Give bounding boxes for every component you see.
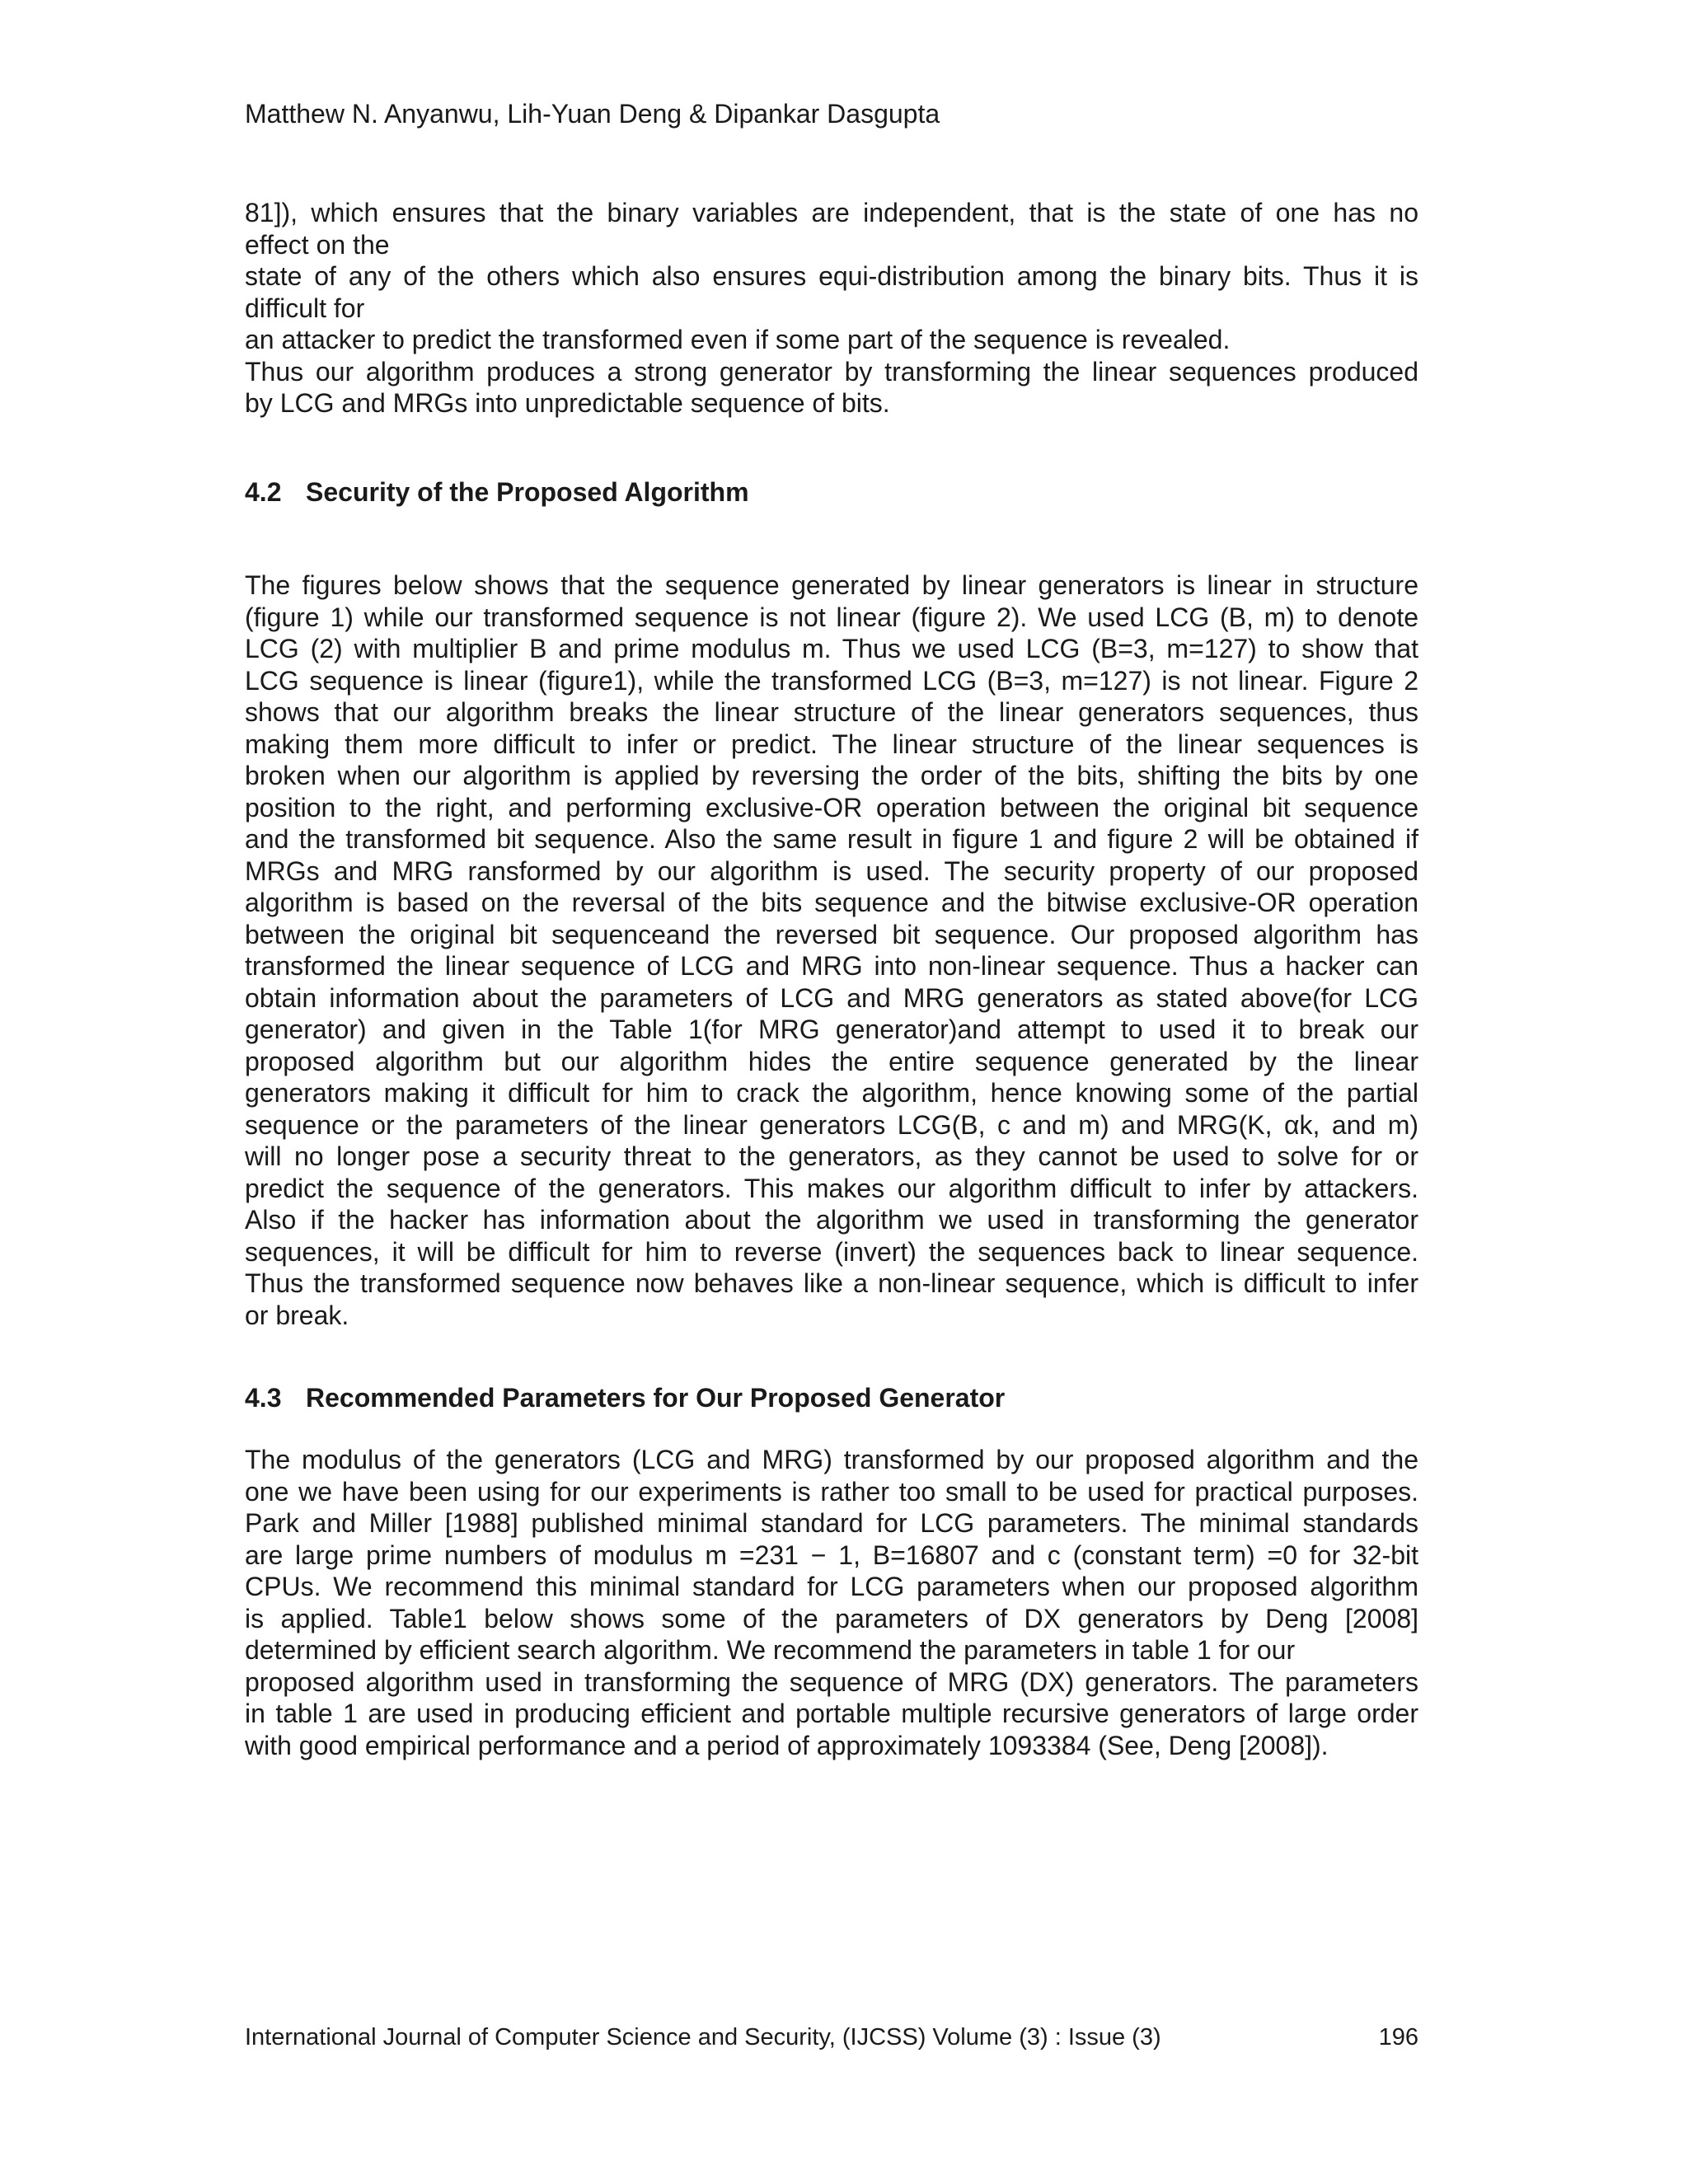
- section-4-2-paragraph: [245, 569, 1418, 1331]
- text-line: Park and Miller [1988] published minimal standard for LCG parameters. The minimal standards: [245, 1508, 1418, 1538]
- text-line: making them more difficult to infer or predict. The linear structure of the linear sequences is: [245, 729, 1418, 759]
- text-line: state of any of the others which also ensures equi-distribution among the binary bits. Thus it is: [245, 261, 1418, 291]
- text-line: determined by efficient search algorithm. We recommend the parameters in table 1 for our: [245, 1635, 1296, 1665]
- text-line: The figures below shows that the sequence generated by linear generators is linear in structure: [245, 570, 1418, 600]
- section-number: 4.2: [245, 477, 282, 507]
- text-line: with good empirical performance and a period of approximately 1093384 (See, Deng [2008]).: [245, 1730, 1329, 1760]
- text-line: are large prime numbers of modulus m =231 − 1, B=16807 and c (constant term) =0 for 32-bit: [245, 1540, 1418, 1570]
- section-4-3-heading: [245, 1381, 1005, 1414]
- text-line: is applied. Table1 below shows some of the parameters of DX generators by Deng [2008]: [245, 1603, 1418, 1633]
- text-line: proposed algorithm but our algorithm hides the entire sequence generated by the linear: [245, 1046, 1418, 1076]
- text-line: MRGs and MRG ransformed by our algorithm is used. The security property of our proposed: [245, 855, 1418, 886]
- section-4-3-paragraph: [245, 1444, 1418, 1761]
- text-line: or break.: [245, 1300, 349, 1330]
- text-line: proposed algorithm used in transforming the sequence of MRG (DX) generators. The parameters: [245, 1666, 1418, 1697]
- text-line: and the transformed bit sequence. Also the same result in figure 1 and figure 2 will be obtained if: [245, 824, 1418, 854]
- section-title: Security of the Proposed Algorithm: [306, 477, 749, 507]
- text-line: sequences, it will be difficult for him to reverse (invert) the sequences back to linear sequence.: [245, 1236, 1418, 1267]
- text-line: transformed the linear sequence of LCG and MRG into non-linear sequence. Thus a hacker can: [245, 951, 1418, 981]
- text-line: sequence or the parameters of the linear generators LCG(B, c and m) and MRG(K, αk, and m): [245, 1109, 1418, 1140]
- text-line: shows that our algorithm breaks the linear structure of the linear generators sequences, thus: [245, 697, 1418, 727]
- text-line: difficult for: [245, 293, 365, 323]
- section-4-2-heading: [245, 476, 749, 509]
- text-line: LCG sequence is linear (figure1), while the transformed LCG (B=3, m=127) is not linear. Figure 2: [245, 665, 1418, 696]
- text-line: predict the sequence of the generators. This makes our algorithm difficult to infer by attackers.: [245, 1173, 1418, 1203]
- text-line: in table 1 are used in producing efficient and portable multiple recursive generators of large order: [245, 1699, 1418, 1728]
- intro-paragraph: [245, 197, 1418, 419]
- text-line: broken when our algorithm is applied by reversing the order of the bits, shifting the bits by one: [245, 761, 1418, 790]
- text-line: algorithm is based on the reversal of the bits sequence and the bitwise exclusive-OR operation: [245, 888, 1418, 917]
- text-line: by LCG and MRGs into unpredictable sequence of bits.: [245, 388, 890, 418]
- text-line: Thus the transformed sequence now behaves like a non-linear sequence, which is difficult to infer: [245, 1268, 1418, 1298]
- text-line: The modulus of the generators (LCG and MRG) transformed by our proposed algorithm and the: [245, 1445, 1418, 1474]
- text-line: between the original bit sequenceand the reversed bit sequence. Our proposed algorithm has: [245, 919, 1418, 949]
- page-number: 196: [1378, 2024, 1418, 2050]
- text-line: effect on the: [245, 229, 390, 260]
- text-line: 81]), which ensures that the binary variables are independent, that is the state of one has no: [245, 198, 1418, 227]
- text-line: Also if the hacker has information about the algorithm we used in transforming the generator: [245, 1205, 1418, 1235]
- text-line: generator) and given in the Table 1(for MRG generator)and attempt to used it to break our: [245, 1015, 1418, 1044]
- text-line: CPUs. We recommend this minimal standard for LCG parameters when our proposed algorithm: [245, 1572, 1418, 1601]
- text-line: Thus our algorithm produces a strong generator by transforming the linear sequences produced: [245, 356, 1418, 387]
- text-line: (figure 1) while our transformed sequence is not linear (figure 2). We used LCG (B, m) to denote: [245, 602, 1418, 632]
- text-line: position to the right, and performing exclusive-OR operation between the original bit sequence: [245, 792, 1418, 823]
- text-line: one we have been using for our experiments is rather too small to be used for practical purposes.: [245, 1476, 1418, 1507]
- section-number: 4.3: [245, 1383, 282, 1413]
- text-line: generators making it difficult for him to crack the algorithm, hence knowing some of the partial: [245, 1078, 1418, 1108]
- text-line: LCG (2) with multiplier B and prime modulus m. Thus we used LCG (B=3, m=127) to show that: [245, 634, 1418, 663]
- section-title: Recommended Parameters for Our Proposed Generator: [306, 1383, 1006, 1413]
- text-line: an attacker to predict the transformed even if some part of the sequence is revealed.: [245, 325, 1231, 354]
- footer-journal-citation: International Journal of Computer Science and Security, (IJCSS) Volume (3) : Issue (3): [245, 2024, 1161, 2050]
- text-line: will no longer pose a security threat to the generators, as they cannot be used to solve for or: [245, 1141, 1418, 1171]
- running-header-authors: Matthew N. Anyanwu, Lih-Yuan Deng & Dipankar Dasgupta: [245, 99, 940, 129]
- text-line: obtain information about the parameters of LCG and MRG generators as stated above(for LCG: [245, 982, 1418, 1013]
